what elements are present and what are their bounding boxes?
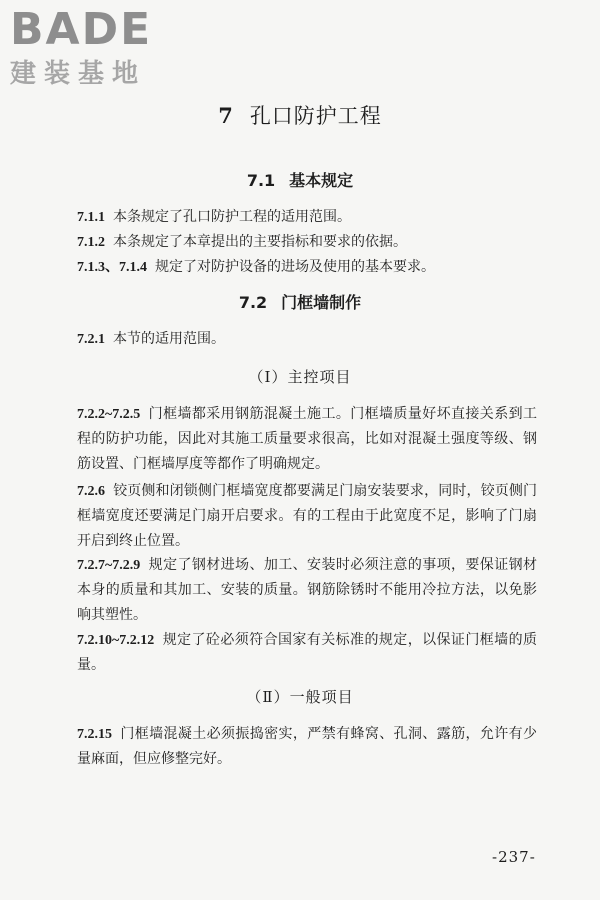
clause-text: 门框墙都采用钢筋混凝土施工。门框墙质量好坏直接关系到工程的防护功能，因此对其施工质量要求很高，比如对混凝土强度等级、钢筋设置、门框墙厚度等都作了明确规定。 xyxy=(77,406,537,472)
clause-7-1-1 xyxy=(77,205,537,230)
clause-7-2-10-7-2-12 xyxy=(77,628,537,678)
section-title-7-1 xyxy=(0,168,600,191)
clause-text: 规定了对防护设备的进场及使用的基本要求。 xyxy=(155,259,435,275)
clause-text: 本条规定了本章提出的主要指标和要求的依据。 xyxy=(113,234,407,250)
section-number: 7.2 xyxy=(238,293,268,312)
clause-7-2-1 xyxy=(77,327,537,352)
section-title-7-2 xyxy=(0,290,600,313)
chapter-title-text: 孔口防护工程 xyxy=(249,104,382,128)
clause-7-2-2-7-2-5 xyxy=(77,402,537,477)
chapter-number: 7 xyxy=(218,103,234,128)
clause-7-2-7-7-2-9 xyxy=(77,553,537,628)
clause-code: 7.1.3、7.1.4 xyxy=(77,260,147,275)
section-title-text: 基本规定 xyxy=(289,171,354,190)
clause-code: 7.2.7~7.2.9 xyxy=(77,558,141,573)
clause-code: 7.1.2 xyxy=(77,235,105,250)
clause-code: 7.2.1 xyxy=(77,332,105,347)
clause-code: 7.1.1 xyxy=(77,210,105,225)
watermark-logo xyxy=(10,6,180,90)
clause-text: 规定了钢材进场、加工、安装时必须注意的事项，要保证钢材本身的质量和其加工、安装的质量。钢筋除锈时不能用冷拉方法，以免影响其塑性。 xyxy=(77,557,537,623)
clause-text: 规定了砼必须符合国家有关标准的规定，以保证门框墙的质量。 xyxy=(77,632,537,673)
watermark-logo-en: BADE xyxy=(10,4,153,55)
clause-7-2-6 xyxy=(77,479,537,554)
page-number: -237- xyxy=(492,848,536,866)
clause-text: 门框墙混凝土必须振捣密实，严禁有蜂窝、孔洞、露筋，允许有少量麻面，但应修整完好。 xyxy=(77,726,537,767)
section-number: 7.1 xyxy=(246,171,276,190)
clause-7-1-3-7-1-4 xyxy=(77,255,537,280)
clause-code: 7.2.10~7.2.12 xyxy=(77,633,155,648)
clause-code: 7.2.15 xyxy=(77,727,112,742)
subsection-title-general: （Ⅱ）一般项目 xyxy=(246,688,354,706)
clause-text: 本节的适用范围。 xyxy=(113,331,225,347)
clause-text: 铰页侧和闭锁侧门框墙宽度都要满足门扇安装要求，同时，铰页侧门框墙宽度还要满足门扇开启要求。有的工程由于此宽度不足，影响了门扇开启到终止位置。 xyxy=(77,483,537,549)
chapter-title xyxy=(0,100,600,130)
clause-7-1-2 xyxy=(77,230,537,255)
clause-code: 7.2.2~7.2.5 xyxy=(77,407,141,422)
watermark-logo-cn: 建装基地 xyxy=(10,59,147,89)
clause-text: 本条规定了孔口防护工程的适用范围。 xyxy=(113,209,351,225)
clause-7-2-15 xyxy=(77,722,537,772)
clause-code: 7.2.6 xyxy=(77,484,105,499)
section-title-text: 门框墙制作 xyxy=(281,293,362,312)
subsection-title-main-control: （Ⅰ）主控项目 xyxy=(248,368,352,386)
